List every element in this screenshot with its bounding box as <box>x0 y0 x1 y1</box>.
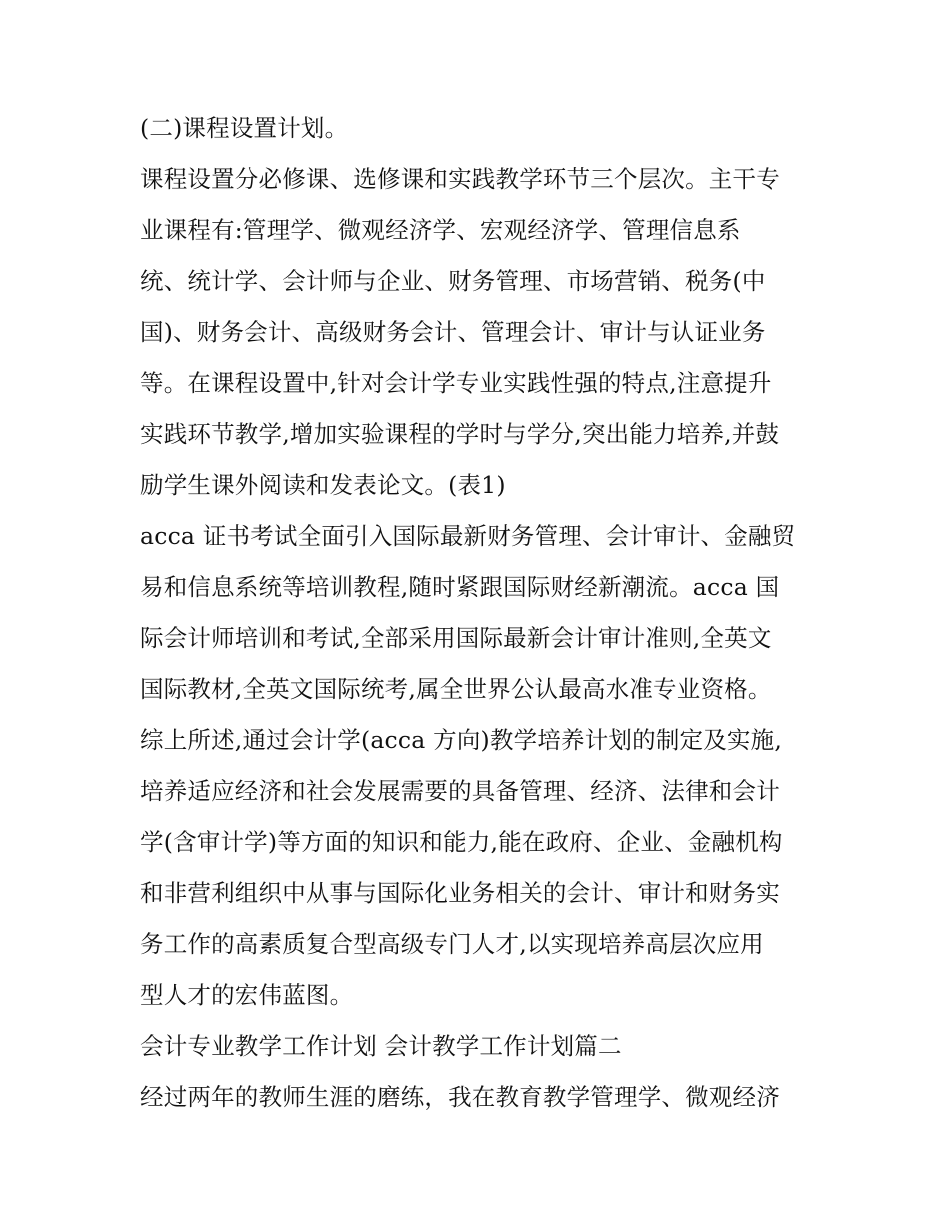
text-line: 学(含审计学)等方面的知识和能力,能在政府、企业、金融机构 <box>140 828 783 856</box>
text-line: 课程设置分必修课、选修课和实践教学环节三个层次。主干专 <box>140 165 780 193</box>
text-line: 务工作的高素质复合型高级专门人才,以实现培养高层次应用 <box>140 930 764 958</box>
document-body <box>140 109 820 1129</box>
text-line: acca 证书考试全面引入国际最新财务管理、会计审计、金融贸 <box>140 522 796 550</box>
article-title: 会计专业教学工作计划 会计教学工作计划篇二 <box>140 1032 622 1060</box>
text-line: 型人才的宏伟蓝图。 <box>140 981 354 1009</box>
text-line: 业课程有:管理学、微观经济学、宏观经济学、管理信息系 <box>140 216 741 244</box>
text-line: 际会计师培训和考试,全部采用国际最新会计审计准则,全英文 <box>140 624 772 652</box>
paragraph-acca-exam <box>140 517 820 721</box>
text-line: 实践环节教学,增加实验课程的学时与学分,突出能力培养,并鼓 <box>140 420 780 448</box>
paragraph-course-setup <box>140 160 820 517</box>
text-line: 励学生课外阅读和发表论文。(表1) <box>140 471 506 499</box>
text-line: 培养适应经济和社会发展需要的具备管理、经济、法律和会计 <box>140 777 780 805</box>
text-line: 和非营利组织中从事与国际化业务相关的会计、审计和财务实 <box>140 879 780 907</box>
text-line: 综上所述,通过会计学(acca 方向)教学培养计划的制定及实施, <box>140 726 782 754</box>
text-line: 统、统计学、会计师与企业、财务管理、市场营销、税务(中 <box>140 267 766 295</box>
paragraph-summary <box>140 721 820 1027</box>
text-line: 经过两年的教师生涯的磨练，我在教育教学管理学、微观经济 <box>140 1083 780 1111</box>
text-line: 国际教材,全英文国际统考,属全世界公认最高水准专业资格。 <box>140 675 772 703</box>
text-line: 国)、财务会计、高级财务会计、管理会计、审计与认证业务 <box>140 318 766 346</box>
text-line: 易和信息系统等培训教程,随时紧跟国际财经新潮流。acca 国 <box>140 573 780 601</box>
section-heading: (二)课程设置计划。 <box>140 114 349 142</box>
text-line: 等。在课程设置中,针对会计学专业实践性强的特点,注意提升 <box>140 369 772 397</box>
paragraph-closing <box>140 1078 820 1129</box>
